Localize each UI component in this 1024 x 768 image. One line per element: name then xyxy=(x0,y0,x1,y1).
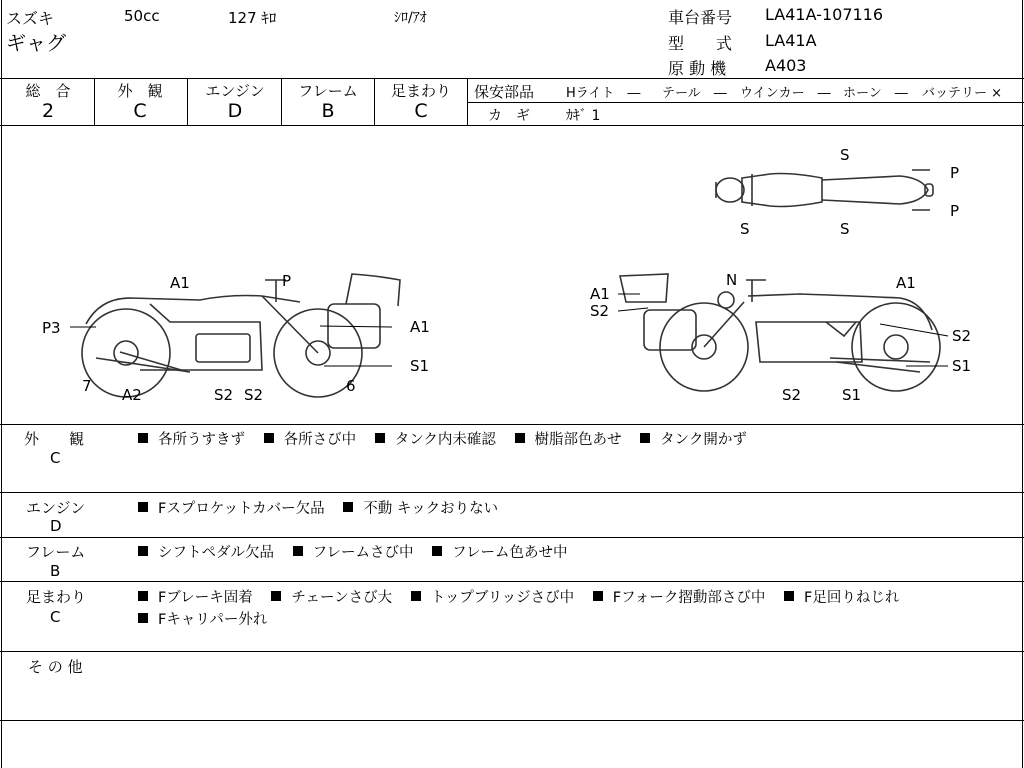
type-label: 型 式 xyxy=(668,34,733,53)
rule-frame xyxy=(0,581,1024,582)
label-right-a1: A1 xyxy=(896,274,916,292)
remark-suspension-items-2 xyxy=(136,608,279,629)
remark-exterior-items xyxy=(136,428,759,449)
mileage: 127 ｷﾛ xyxy=(228,9,277,27)
label-right-s2-bottom: S2 xyxy=(782,386,802,404)
key-value: ｶｷﾞ 1 xyxy=(566,108,601,124)
safety-item-battery: バッテリー × xyxy=(922,86,1003,101)
remark-frame-items xyxy=(136,541,580,562)
remark-engine-items xyxy=(136,497,510,518)
grade-total-value: 2 xyxy=(41,100,55,122)
remark-other-label: そ の 他 xyxy=(28,658,83,676)
label-left-s2a: S2 xyxy=(214,386,234,404)
remark-item: フレーム色あせ中 xyxy=(452,545,568,561)
remark-item: トップブリッジさび中 xyxy=(430,590,575,606)
rule-header xyxy=(0,78,1024,79)
grade-exterior-value: C xyxy=(133,100,147,122)
remark-engine-grade: D xyxy=(50,517,62,535)
right-view-outline xyxy=(620,274,940,391)
top-view-outline xyxy=(716,170,933,210)
label-left-s1: S1 xyxy=(410,357,430,375)
grade-suspension-value: C xyxy=(414,100,428,122)
remark-item: フレームさび中 xyxy=(312,545,414,561)
safety-parts-label: 保安部品 xyxy=(474,83,535,101)
remark-item: 樹脂部色あせ xyxy=(534,432,622,448)
remark-engine-label: エンジン xyxy=(26,499,86,517)
color: ｼﾛ/ｱｵ xyxy=(394,10,427,26)
engine-label: 原 動 機 xyxy=(668,59,727,78)
label-right-s1-bottom: S1 xyxy=(842,386,862,404)
grade-engine-label: エンジン xyxy=(205,82,265,100)
displacement: 50cc xyxy=(124,7,160,25)
label-left-a1: A1 xyxy=(170,274,190,292)
grade-exterior-label: 外 観 xyxy=(117,82,163,100)
label-left-s2b: S2 xyxy=(244,386,264,404)
label-right-s2-tank: S2 xyxy=(590,302,610,320)
grade-engine-value: D xyxy=(227,100,243,122)
label-left-6: 6 xyxy=(346,377,356,395)
remark-item: 各所うすきず xyxy=(158,432,245,448)
frame-no-label: 車台番号 xyxy=(668,8,733,27)
rule-other xyxy=(0,720,1024,721)
label-right-s2: S2 xyxy=(952,327,972,345)
remark-frame-label: フレーム xyxy=(26,543,86,561)
key-label: カ ギ xyxy=(488,108,530,124)
label-left-p: P xyxy=(282,272,292,290)
remark-suspension-grade: C xyxy=(50,608,61,626)
remark-item: タンク開かず xyxy=(660,432,747,448)
type-value: LA41A xyxy=(765,31,817,50)
remark-suspension-label: 足まわり xyxy=(26,588,87,606)
rule-suspension xyxy=(0,651,1024,652)
safety-item-horn: ホーン ― xyxy=(843,86,908,101)
engine-value: A403 xyxy=(765,56,807,75)
safety-item-taillight: テール ― xyxy=(662,86,727,101)
remark-exterior-label: 外 観 xyxy=(24,430,85,448)
motorcycle-diagram xyxy=(0,126,1024,424)
rule-exterior xyxy=(0,492,1024,493)
label-top-s-top: S xyxy=(840,146,850,164)
remark-suspension-items xyxy=(136,586,899,607)
remark-item: タンク内未確認 xyxy=(394,432,496,448)
safety-item-winker: ウインカー ― xyxy=(740,86,831,101)
remark-frame-grade: B xyxy=(50,562,61,580)
label-left-p3: P3 xyxy=(42,319,61,337)
grade-frame-label: フレーム xyxy=(298,82,358,100)
safety-item-headlight: Hライト ― xyxy=(566,86,641,101)
grade-total-label: 総 合 xyxy=(25,82,71,100)
grade-suspension-label: 足まわり xyxy=(390,82,451,100)
remark-item: Fキャリパー外れ xyxy=(158,612,268,628)
grade-divider xyxy=(467,78,468,125)
label-top-p-bottom: P xyxy=(950,202,960,220)
grade-divider xyxy=(281,78,282,125)
label-left-7: 7 xyxy=(82,377,92,395)
maker: スズキ xyxy=(6,9,55,28)
label-left-a1-rear: A1 xyxy=(410,318,430,336)
rule-safety xyxy=(468,102,1024,103)
label-top-p-top: P xyxy=(950,164,960,182)
grade-divider xyxy=(187,78,188,125)
label-right-n: N xyxy=(726,271,738,289)
remark-item: F足回りねじれ xyxy=(804,590,900,606)
remark-item: Fスプロケットカバー欠品 xyxy=(158,501,325,517)
remark-item: Fフォーク摺動部さび中 xyxy=(612,590,766,606)
remark-exterior-grade: C xyxy=(50,449,61,467)
rule-engine xyxy=(0,537,1024,538)
label-left-a2: A2 xyxy=(122,386,142,404)
model-name: ギャグ xyxy=(6,31,66,55)
remark-item: 各所さび中 xyxy=(283,432,357,448)
remark-item: Fブレーキ固着 xyxy=(158,590,253,606)
remark-item: チェーンさび大 xyxy=(291,590,393,606)
grade-frame-value: B xyxy=(321,100,335,122)
grade-divider xyxy=(94,78,95,125)
label-right-s1: S1 xyxy=(952,357,972,375)
grade-divider xyxy=(374,78,375,125)
remark-item: シフトペダル欠品 xyxy=(158,545,274,561)
label-right-a1-tank: A1 xyxy=(590,285,610,303)
rule-diagram xyxy=(0,424,1024,425)
remark-item: 不動 キックおりない xyxy=(363,501,499,517)
frame-no: LA41A-107116 xyxy=(765,5,884,24)
label-top-s-right: S xyxy=(840,220,850,238)
label-top-s-left: S xyxy=(740,220,750,238)
